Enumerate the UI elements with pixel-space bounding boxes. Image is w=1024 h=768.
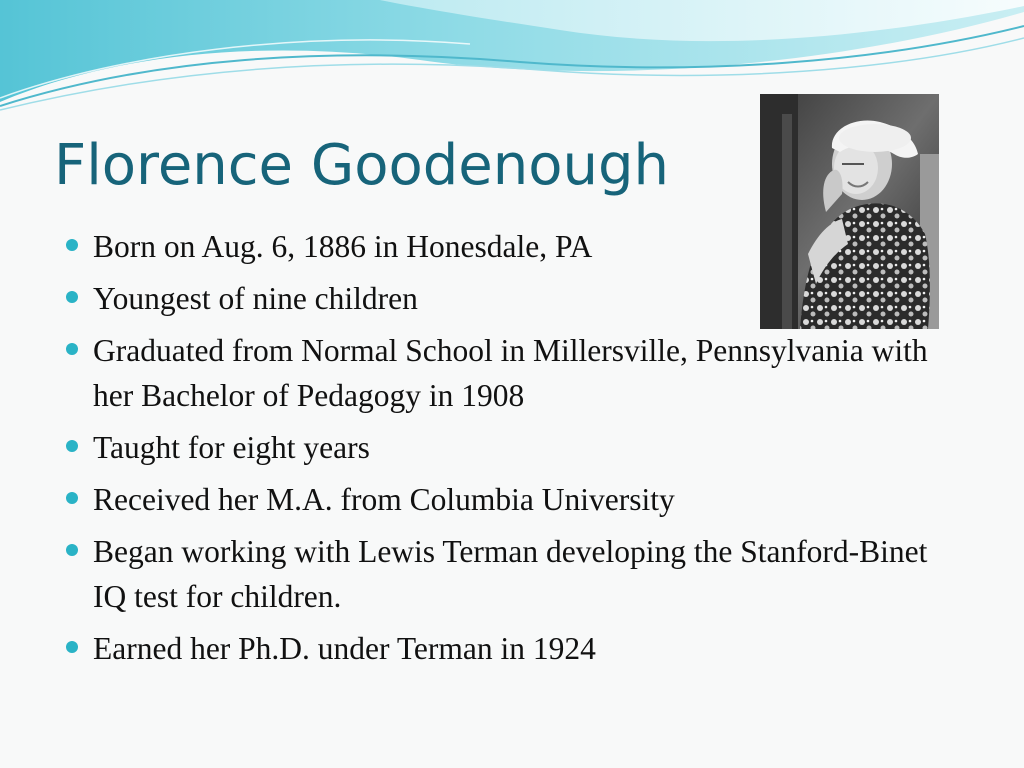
bullet-item <box>66 328 946 418</box>
bullet-item <box>66 224 946 269</box>
bullet-dot-icon <box>66 641 78 653</box>
bullet-item <box>66 626 946 671</box>
bullet-item <box>66 477 946 522</box>
bullet-dot-icon <box>66 544 78 556</box>
bullet-text: Received her M.A. from Columbia University <box>93 482 675 517</box>
bullet-text: Earned her Ph.D. under Terman in 1924 <box>93 631 596 666</box>
bullet-dot-icon <box>66 343 78 355</box>
bullet-dot-icon <box>66 291 78 303</box>
bullet-text: Taught for eight years <box>93 430 370 465</box>
bullet-text: Youngest of nine children <box>93 281 418 316</box>
bullet-text: Born on Aug. 6, 1886 in Honesdale, PA <box>93 229 593 264</box>
bullet-text: Graduated from Normal School in Millersville, Pennsylvania with her Bachelor of Pedagogy in 1908 <box>93 333 928 413</box>
bullet-item <box>66 276 946 321</box>
bullet-text: Began working with Lewis Terman developing the Stanford-Binet IQ test for children. <box>93 534 928 614</box>
bullet-item <box>66 425 946 470</box>
bullet-list <box>66 224 946 678</box>
slide-title: Florence Goodenough <box>54 133 670 198</box>
bullet-dot-icon <box>66 440 78 452</box>
bullet-dot-icon <box>66 492 78 504</box>
bullet-item <box>66 529 946 619</box>
bullet-dot-icon <box>66 239 78 251</box>
